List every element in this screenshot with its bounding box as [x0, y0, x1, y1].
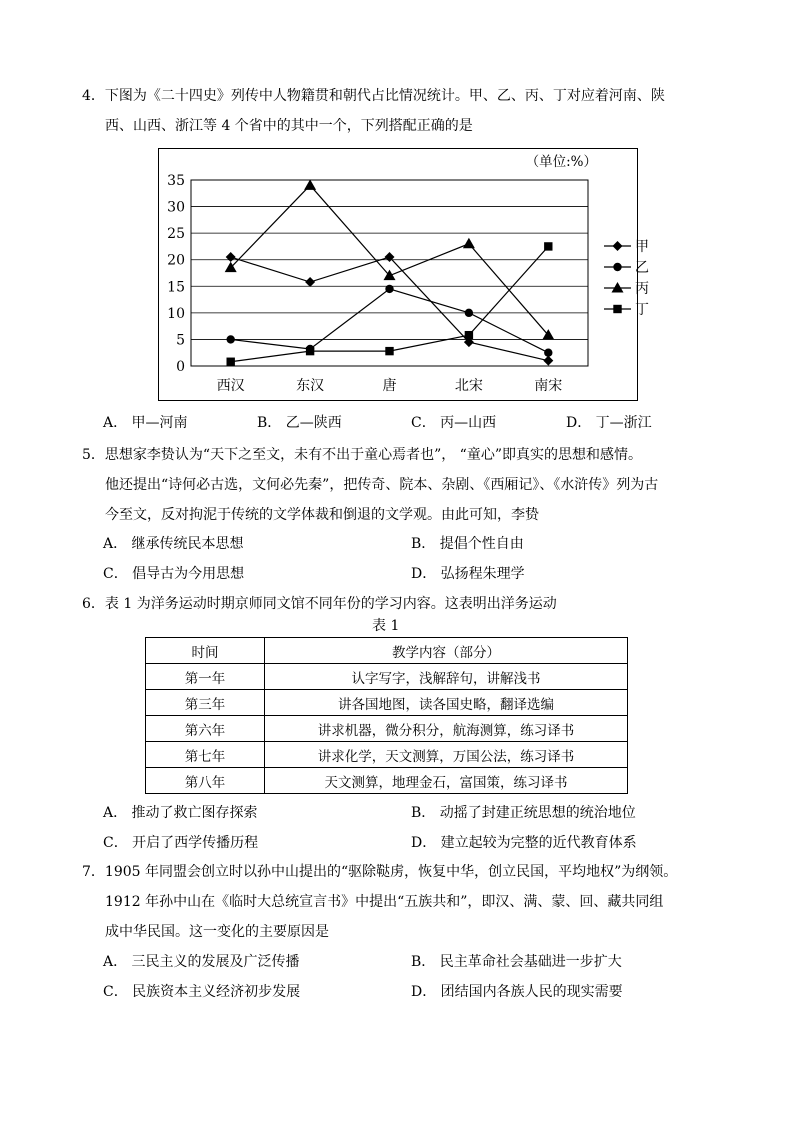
- y-tick-label: 20: [167, 252, 185, 269]
- q4-stem-line2: 西、山西、浙江等 4 个省中的其中一个，下列搭配正确的是: [105, 118, 473, 134]
- curriculum-table: [145, 637, 628, 794]
- data-point-diamond: [543, 356, 553, 366]
- x-tick-label: 北宋: [454, 378, 483, 394]
- data-point-diamond: [305, 277, 315, 287]
- x-tick-label: 唐: [382, 378, 397, 394]
- q4-stem-line1: 4．下图为《二十四史》列传中人物籍贯和朝代占比情况统计。甲、乙、丙、丁对应着河南、陕: [82, 88, 665, 104]
- table-cell-year: 第三年: [146, 690, 265, 716]
- table-row: [146, 690, 628, 716]
- table-caption: 表 1: [372, 618, 400, 634]
- table-header-row: [146, 638, 628, 664]
- y-tick-label: 5: [176, 332, 185, 349]
- x-tick-label: 东汉: [296, 378, 325, 394]
- q7-stem-line2: 1912 年孙中山在《临时大总统宣言书》中提出“五族共和”，即汉、满、蒙、回、藏共同组: [105, 894, 664, 910]
- series-line-2: [231, 289, 549, 353]
- series-line-4: [231, 246, 549, 361]
- q5-option-b[interactable]: B． 提倡个性自由: [411, 536, 524, 552]
- data-point-square: [385, 347, 393, 355]
- table-cell-content: 天文测算，地理金石，富国策，练习译书: [265, 768, 628, 794]
- q5-option-a[interactable]: A． 继承传统民本思想: [103, 536, 244, 552]
- table-header-time: 时间: [146, 638, 265, 664]
- q7-option-b[interactable]: B． 民主革命社会基础进一步扩大: [411, 954, 622, 970]
- y-tick-label: 30: [167, 199, 185, 216]
- x-tick-label: 南宋: [534, 378, 563, 394]
- y-tick-label: 10: [167, 305, 185, 322]
- line-chart-frame: [158, 148, 649, 401]
- table-row: [146, 742, 628, 768]
- table-header-content: 教学内容（部分）: [265, 638, 628, 664]
- q5-option-c[interactable]: C． 倡导古为今用思想: [103, 566, 245, 582]
- legend-marker-square: [613, 305, 621, 313]
- q6-option-d[interactable]: D． 建立起较为完整的近代教育体系: [411, 835, 637, 851]
- data-point-square: [544, 242, 552, 250]
- q4-option-b[interactable]: B． 乙—陕西: [257, 415, 342, 431]
- table-cell-year: 第七年: [146, 742, 265, 768]
- data-point-circle: [465, 309, 473, 317]
- table-row: [146, 664, 628, 690]
- q5-option-d[interactable]: D． 弘扬程朱理学: [411, 566, 525, 582]
- legend-marker-circle: [613, 263, 621, 271]
- q7-stem-line3: 成中华民国。这一变化的主要原因是: [105, 924, 329, 940]
- q7-stem-line1: 7．1905 年同盟会创立时以孙中山提出的“驱除鞑虏，恢复中华，创立民国，平均地权”为纲领。: [82, 864, 678, 880]
- table-row: [146, 716, 628, 742]
- legend-label: 乙: [635, 260, 649, 276]
- q6-stem-line1: 6．表 1 为洋务运动时期京师同文馆不同年份的学习内容。这表明出洋务运动: [82, 596, 557, 612]
- data-point-square: [306, 347, 314, 355]
- y-tick-label: 35: [167, 173, 185, 189]
- q6-option-a[interactable]: A． 推动了救亡图存探索: [103, 805, 258, 821]
- table-cell-content: 认字写字，浅解辞句，讲解浅书: [265, 664, 628, 690]
- data-point-triangle: [304, 179, 316, 190]
- data-point-diamond: [226, 252, 236, 262]
- legend-label: 甲: [635, 239, 649, 255]
- q4-option-a[interactable]: A． 甲—河南: [103, 415, 188, 431]
- y-tick-label: 0: [176, 359, 185, 375]
- data-point-circle: [544, 349, 552, 357]
- q5-stem-line2: 他还提出“诗何必古选，文何必先秦”，把传奇、院本、杂剧、《西厢记》、《水浒传》列为古: [105, 477, 659, 493]
- legend-marker-triangle: [612, 282, 624, 293]
- q6-option-b[interactable]: B． 动摇了封建正统思想的统治地位: [411, 805, 636, 821]
- legend-label: 丁: [635, 302, 649, 318]
- line-chart: [159, 149, 649, 400]
- legend-label: 丙: [635, 281, 649, 297]
- table-row: [146, 768, 628, 794]
- q7-option-a[interactable]: A． 三民主义的发展及广泛传播: [103, 954, 300, 970]
- unit-label: （单位:%）: [525, 154, 597, 170]
- y-tick-label: 25: [167, 226, 185, 243]
- table-cell-content: 讲求机器，微分积分，航海测算，练习译书: [265, 716, 628, 742]
- data-point-circle: [385, 285, 393, 293]
- data-point-triangle: [463, 238, 475, 249]
- table-cell-year: 第一年: [146, 664, 265, 690]
- y-tick-label: 15: [167, 279, 185, 296]
- q4-option-d[interactable]: D． 丁—浙江: [566, 415, 652, 431]
- x-tick-label: 西汉: [216, 378, 245, 394]
- table-cell-year: 第八年: [146, 768, 265, 794]
- q5-stem-line3: 今至文，反对拘泥于传统的文学体裁和倒退的文学观。由此可知，李贽: [105, 507, 539, 523]
- legend-marker-diamond: [613, 241, 623, 251]
- table-cell-content: 讲求化学，天文测算，万国公法，练习译书: [265, 742, 628, 768]
- q5-stem-line1: 5．思想家李贽认为“天下之至文，未有不出于童心焉者也”， “童心”即真实的思想和感情。: [82, 447, 642, 463]
- q6-option-c[interactable]: C． 开启了西学传播历程: [103, 835, 259, 851]
- data-point-square: [227, 358, 235, 366]
- q7-option-c[interactable]: C． 民族资本主义经济初步发展: [103, 984, 301, 1000]
- q7-option-d[interactable]: D． 团结国内各族人民的现实需要: [411, 984, 623, 1000]
- table-cell-content: 讲各国地图，读各国史略，翻译选编: [265, 690, 628, 716]
- data-point-square: [465, 331, 473, 339]
- table-cell-year: 第六年: [146, 716, 265, 742]
- q4-option-c[interactable]: C． 丙—山西: [411, 415, 497, 431]
- data-point-circle: [227, 335, 235, 343]
